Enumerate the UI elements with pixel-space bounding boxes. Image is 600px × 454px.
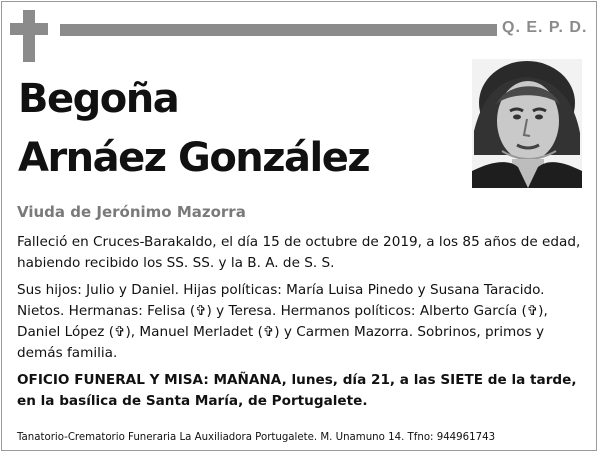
obituary-body [17,232,587,418]
death-notice-paragraph: Falleció en Cruces-Barakaldo, el día 15 de octubre de 2019, a los 85 años de edad, habiendo recibido los SS. SS. y la B. A. de S. S. [17,234,581,271]
cross-icon [10,10,48,62]
deceased-name-line2: Arnáez González [18,135,370,181]
deceased-name [18,70,369,188]
qepd-label: Q. E. P. D. [502,19,588,36]
widow-of-line: Viuda de Jerónimo Mazorra [17,203,246,221]
family-paragraph: Sus hijos: Julio y Daniel. Hijas políticas: María Luisa Pinedo y Susana Taracido. Nietos. Hermanas: Felisa (✞) y Teresa. Hermanos políticos: Alberto García (✞), Daniel López (✞), Manuel Merladet (✞) y Carmen Mazorra. Sobrinos, primos y demás familia. [17,282,548,361]
funeral-home-footer: Tanatorio-Crematorio Funeraria La Auxiliadora Portugalete. M. Unamuno 14. Tfno: 944961743 [17,432,496,443]
header-rule [60,24,497,36]
funeral-mass-paragraph: OFICIO FUNERAL Y MISA: MAÑANA, lunes, día 21, a las SIETE de la tarde, en la basílica de Santa María, de Portugalete. [17,372,577,409]
deceased-name-line1: Begoña [18,76,179,122]
portrait-photo [472,59,582,188]
